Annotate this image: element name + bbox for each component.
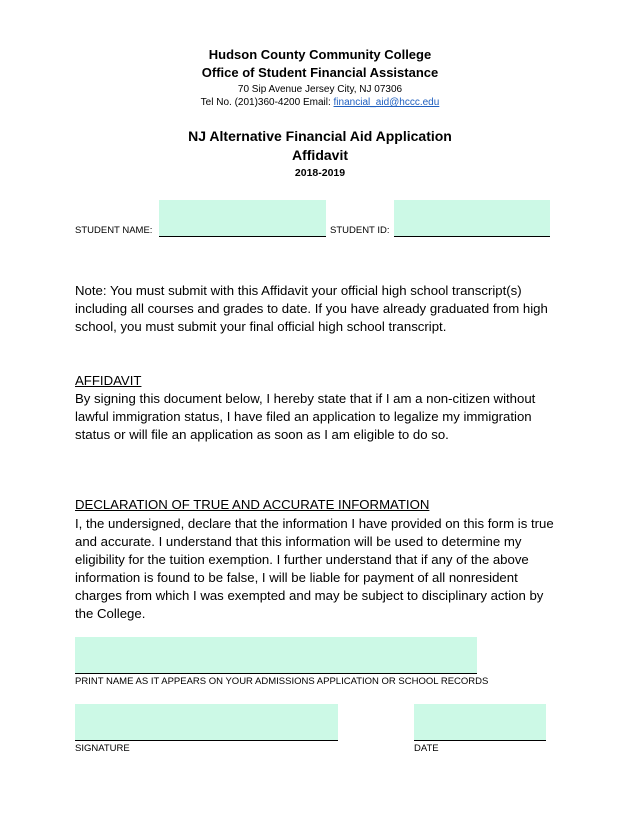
print-name-line	[75, 673, 477, 674]
email-link[interactable]: financial_aid@hccc.edu	[333, 97, 440, 108]
address: 70 Sip Avenue Jersey City, NJ 07306	[237, 84, 403, 95]
student-name-line	[159, 236, 326, 237]
date-label: DATE	[414, 743, 439, 754]
declaration-text: I, the undersigned, declare that the information I have provided on this form is true and accurate. I understand that this information will be used to determine my eligibility for the tuition exemption. I further understand that if any of the above information is found to be false, I will be liable for payment of all nonresident charges from which I was exempted and may be subject to disciplinary action by the College.	[75, 516, 554, 621]
signature-line	[75, 740, 338, 741]
student-id-line	[394, 236, 550, 237]
print-name-field[interactable]	[75, 637, 477, 674]
student-id-field[interactable]	[394, 200, 550, 236]
print-name-label: PRINT NAME AS IT APPEARS ON YOUR ADMISSIONS APPLICATION OR SCHOOL RECORDS	[75, 676, 489, 687]
signature-field[interactable]	[75, 704, 338, 741]
college-name: Hudson County Community College	[208, 47, 432, 62]
student-id-label: STUDENT ID:	[330, 225, 390, 236]
note-prefix: Note: You must submit with this Affidavit your	[75, 283, 341, 298]
date-line	[414, 740, 546, 741]
declaration-heading: DECLARATION OF TRUE AND ACCURATE INFORMATION	[75, 497, 430, 512]
note-paragraph	[75, 282, 565, 336]
form-subtitle: Affidavit	[292, 147, 348, 163]
note-emphasis: official high school transcript(s)	[340, 283, 522, 298]
date-field[interactable]	[414, 704, 546, 741]
student-name-field[interactable]	[159, 200, 326, 236]
form-year: 2018-2019	[294, 167, 346, 179]
form-title: NJ Alternative Financial Aid Application	[188, 128, 452, 144]
affidavit-text: By signing this document below, I hereby state that if I am a non-citizen without lawful immigration status, I have filed an application to legalize my immigration status or will file an application as soon as I am eligible to do so.	[75, 391, 536, 442]
student-name-label: STUDENT NAME:	[75, 225, 153, 236]
office-name: Office of Student Financial Assistance	[201, 65, 439, 80]
signature-label: SIGNATURE	[75, 743, 130, 754]
note-suffix: including all courses and grades to date. If you have already graduated from high school, you must submit your final official high school transcript.	[75, 301, 548, 334]
contact-line	[0, 97, 640, 108]
affidavit-heading: AFFIDAVIT	[75, 373, 142, 388]
telephone-text: Tel No. (201)360-4200 Email:	[200, 97, 334, 108]
